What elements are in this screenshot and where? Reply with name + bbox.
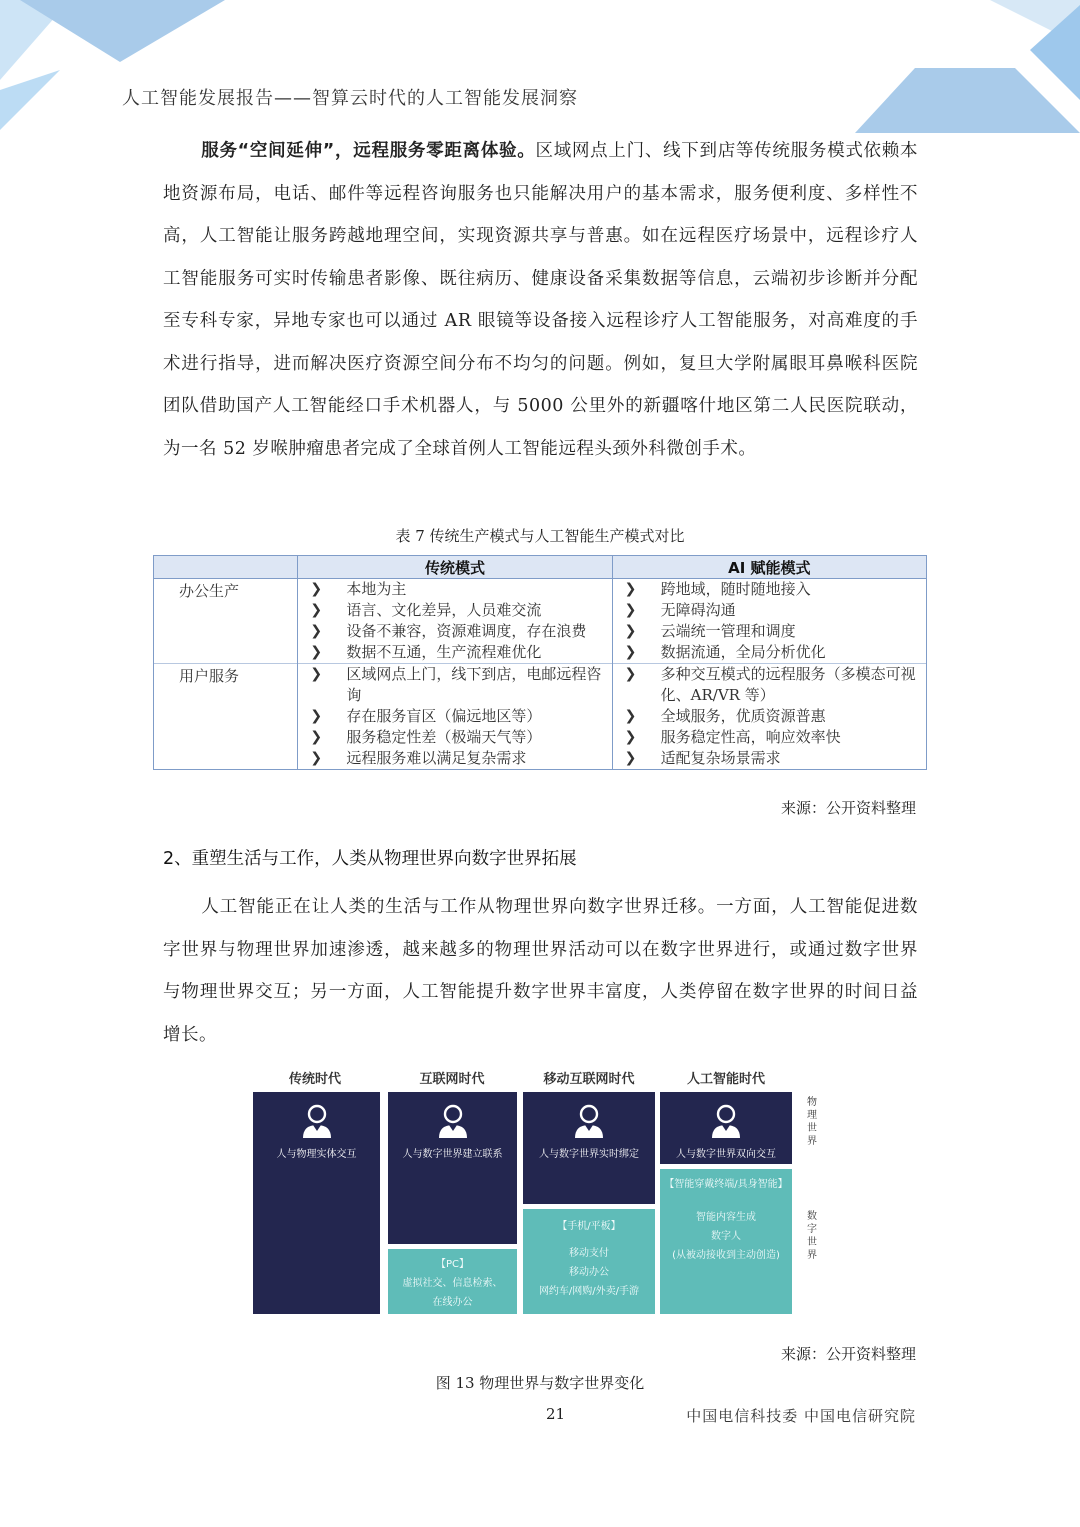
chevron-right-icon: ❯ — [310, 750, 323, 766]
traditional-cell — [298, 664, 612, 770]
chevron-right-icon: ❯ — [624, 644, 637, 660]
digital-block — [388, 1249, 517, 1314]
section-heading: 2、重塑生活与工作，人类从物理世界向数字世界拓展 — [163, 849, 577, 869]
digital-activity: 移动办公 — [569, 1267, 609, 1278]
digital-device: 【手机/平板】 — [557, 1221, 621, 1232]
chevron-right-icon: ❯ — [310, 623, 323, 639]
traditional-cell — [298, 579, 612, 664]
figure-world-change — [250, 1068, 830, 1318]
running-header: 人工智能发展报告——智算云时代的人工智能发展洞察 — [122, 88, 578, 109]
chevron-right-icon: ❯ — [310, 708, 323, 724]
list-item: ❯ 语言、文化差异，人员难交流 — [310, 601, 542, 619]
digital-activity: 数字人 — [711, 1231, 741, 1242]
person-icon — [708, 1102, 744, 1140]
digital-activity: (从被动接收到主动创造) — [672, 1250, 780, 1261]
table-header-ai: AI 赋能模式 — [612, 556, 926, 579]
ai-cell — [612, 579, 926, 664]
list-item: ❯ 数据不互通，生产流程难优化 — [310, 643, 542, 661]
paragraph-section: 人工智能正在让人类的生活与工作从物理世界向数字世界迁移。一方面，人工智能促进数字世界与物理世界加速渗透，越来越多的物理世界活动可以在数字世界进行，或通过数字世界与物理世界交互；另一方面，人工智能提升数字世界丰富度，人类停留在数字世界的时间日益增长。 — [163, 897, 918, 1045]
person-icon — [571, 1102, 607, 1140]
chevron-right-icon: ❯ — [624, 602, 637, 618]
chevron-right-icon: ❯ — [624, 581, 637, 597]
chevron-right-icon: ❯ — [624, 750, 637, 766]
header-decoration — [0, 0, 1080, 140]
row-label: 办公生产 — [154, 579, 298, 664]
list-item: ❯ 全域服务，优质资源普惠 — [624, 707, 826, 725]
table-caption: 表 7 传统生产模式与人工智能生产模式对比 — [395, 527, 685, 545]
digital-activity: 网约车/网购/外卖/手游 — [538, 1286, 640, 1297]
figure-caption: 图 13 物理世界与数字世界变化 — [435, 1374, 645, 1392]
digital-device: 【PC】 — [435, 1259, 469, 1270]
figure-source: 来源：公开资料整理 — [780, 1345, 916, 1363]
digital-block — [523, 1209, 655, 1314]
era-title: 互联网时代 — [419, 1072, 485, 1087]
physical-block — [388, 1092, 517, 1244]
physical-label: 人与物理实体交互 — [276, 1149, 357, 1160]
list-item: ❯ 设备不兼容，资源难调度，存在浪费 — [310, 622, 587, 640]
list-item: ❯ 云端统一管理和调度 — [624, 622, 796, 640]
physical-block — [253, 1092, 380, 1314]
digital-world-label: 数字世界 — [807, 1211, 817, 1261]
chevron-right-icon: ❯ — [310, 602, 323, 618]
person-icon — [299, 1102, 335, 1140]
footer-org: 中国电信科技委 中国电信研究院 — [686, 1407, 916, 1425]
physical-label: 人与数字世界实时绑定 — [539, 1149, 639, 1160]
era-title: 传统时代 — [288, 1072, 341, 1087]
chevron-right-icon: ❯ — [310, 729, 323, 745]
digital-activity: 虚拟社交、信息检索、 — [402, 1278, 503, 1289]
list-item: ❯ 服务稳定性差（极端天气等） — [310, 728, 542, 746]
chevron-right-icon: ❯ — [310, 644, 323, 660]
physical-label: 人与数字世界建立联系 — [402, 1149, 503, 1160]
chevron-right-icon: ❯ — [624, 708, 637, 724]
list-item: ❯ 远程服务难以满足复杂需求 — [310, 749, 527, 767]
chevron-right-icon: ❯ — [624, 729, 637, 745]
digital-activity: 移动支付 — [569, 1248, 609, 1259]
table-row — [154, 579, 927, 664]
chevron-right-icon: ❯ — [624, 623, 637, 639]
digital-block — [660, 1169, 792, 1314]
comparison-table — [153, 555, 927, 770]
table-header-blank — [154, 556, 298, 579]
digital-activity: 智能内容生成 — [696, 1212, 756, 1223]
digital-activity: 在线办公 — [432, 1297, 473, 1308]
list-item: ❯ 服务稳定性高，响应效率快 — [624, 728, 841, 746]
era-title: 人工智能时代 — [686, 1072, 765, 1087]
physical-label: 人与数字世界双向交互 — [676, 1149, 776, 1160]
table-row — [154, 664, 927, 770]
list-item: ❯ 本地为主 — [310, 580, 407, 598]
list-item: ❯ 数据流通，全局分析优化 — [624, 643, 826, 661]
physical-world-label: 物理世界 — [807, 1097, 817, 1147]
paragraph-remote-service — [163, 130, 918, 470]
chevron-right-icon: ❯ — [624, 666, 637, 682]
physical-block — [660, 1092, 792, 1164]
list-item: ❯ 无障碍沟通 — [624, 601, 736, 619]
list-item: ❯ 适配复杂场景需求 — [624, 749, 781, 767]
era-title: 移动互联网时代 — [543, 1072, 635, 1087]
person-icon — [435, 1102, 471, 1140]
table-header-traditional: 传统模式 — [298, 556, 612, 579]
chevron-right-icon: ❯ — [310, 581, 323, 597]
table-source: 来源：公开资料整理 — [780, 799, 916, 817]
list-item: ❯ 跨地域，随时随地接入 — [624, 580, 811, 598]
paragraph-body: 区域网点上门、线下到店等传统服务模式依赖本地资源布局，电话、邮件等远程咨询服务也只能解决用户的基本需求，服务便利度、多样性不高，人工智能让服务跨越地理空间，实现资源共享与普惠。如在远程医疗场景中，远程诊疗人工智能服务可实时传输患者影像、既往病历、健康设备采集数据等信息，云端初步诊断并分配至专科专家，异地专家也可以通过 AR 眼镜等设备接入远程诊疗人工智能服务，对高难度的手术进行指导，进而解决医疗资源空间分布不均匀的问题。例如，复旦大学附属眼耳鼻喉科医院团队借助国产人工智能经口手术机器人，与 5000 公里外的新疆喀什地区第二人民医院联动，为一名 52 岁喉肿瘤患者完成了全球首例人工智能远程头颈外科微创手术。 — [163, 141, 918, 459]
physical-block — [523, 1092, 655, 1204]
list-item: ❯ 区域网点上门，线下到店，电邮远程咨询 — [310, 665, 602, 704]
paragraph-lead: 服务“空间延伸”，远程服务零距离体验。 — [201, 141, 536, 161]
page-number: 21 — [546, 1405, 566, 1423]
ai-cell — [612, 664, 926, 770]
row-label: 用户服务 — [154, 664, 298, 770]
chevron-right-icon: ❯ — [310, 666, 323, 682]
list-item: ❯ 存在服务盲区（偏远地区等） — [310, 707, 542, 725]
list-item: ❯ 多种交互模式的远程服务（多模态可视化、AR/VR 等） — [624, 665, 916, 704]
digital-device: 【智能穿戴终端/具身智能】 — [664, 1179, 788, 1190]
